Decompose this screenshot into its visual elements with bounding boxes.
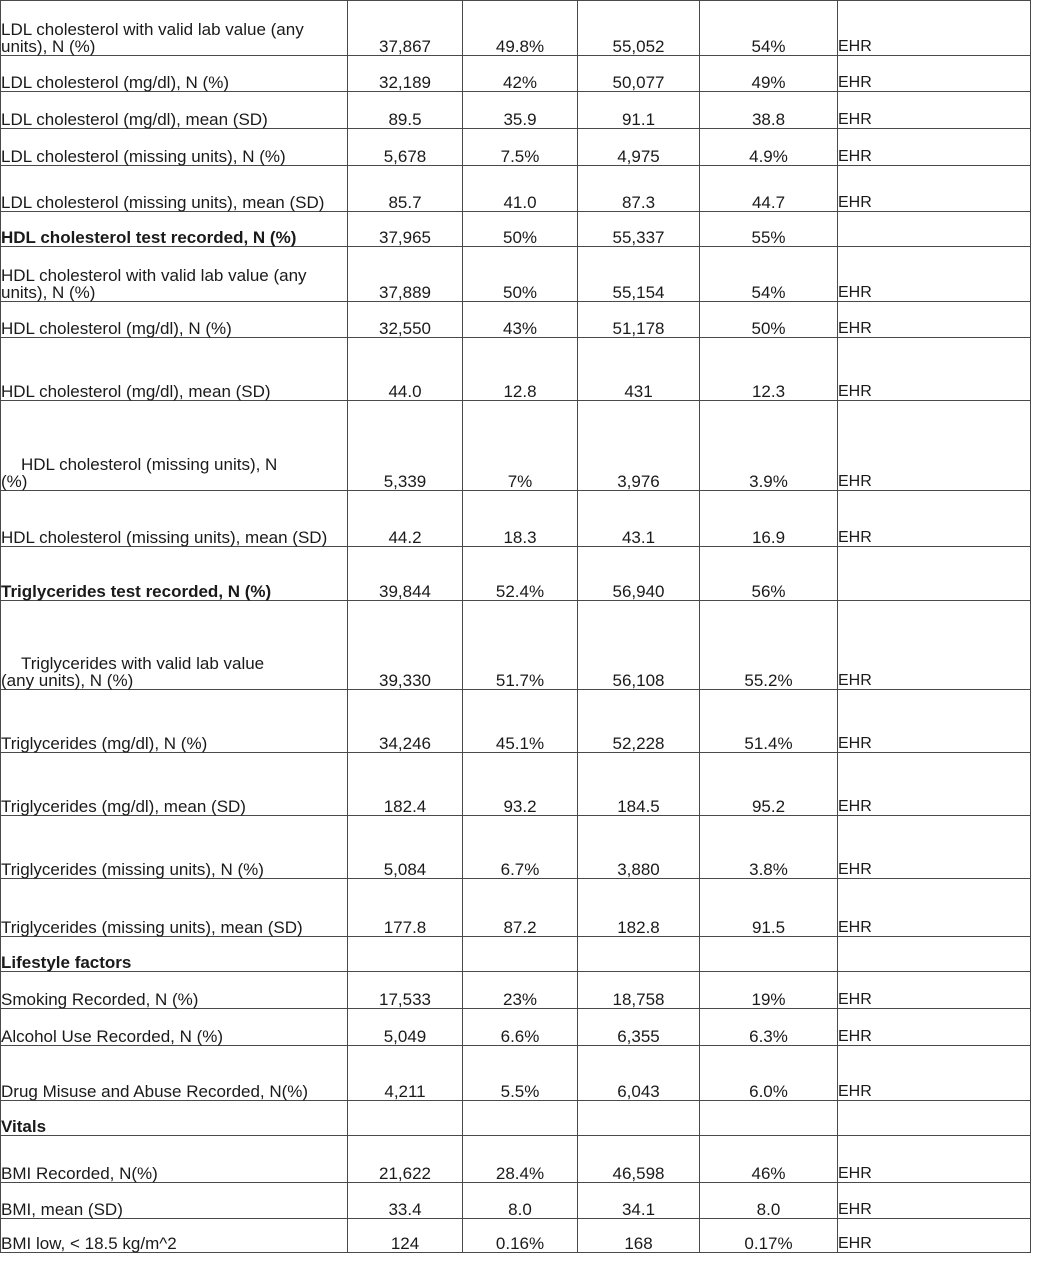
cell-pct-2: 12.3 bbox=[700, 338, 838, 401]
table-row bbox=[1, 816, 1031, 879]
cell-count-2: 6,355 bbox=[578, 1009, 700, 1046]
cell-count-1: 89.5 bbox=[348, 92, 463, 129]
table-row bbox=[1, 302, 1031, 338]
row-label: Triglycerides (missing units), N (%) bbox=[1, 816, 348, 879]
cell-pct-1: 28.4% bbox=[463, 1136, 578, 1183]
row-label: HDL cholesterol (mg/dl), N (%) bbox=[1, 302, 348, 338]
row-label: BMI, mean (SD) bbox=[1, 1183, 348, 1219]
row-label: Triglycerides (missing units), mean (SD) bbox=[1, 879, 348, 937]
table-row bbox=[1, 491, 1031, 547]
cell-count-2: 55,337 bbox=[578, 212, 700, 247]
cell-count-1: 5,084 bbox=[348, 816, 463, 879]
table-row bbox=[1, 92, 1031, 129]
cell-pct-1: 6.6% bbox=[463, 1009, 578, 1046]
row-label: Triglycerides (mg/dl), N (%) bbox=[1, 690, 348, 753]
table-row bbox=[1, 401, 1031, 491]
cell-source: EHR bbox=[838, 1136, 1031, 1183]
row-label: LDL cholesterol (missing units), mean (SD) bbox=[1, 166, 348, 212]
cell-source: EHR bbox=[838, 879, 1031, 937]
table-row bbox=[1, 129, 1031, 166]
row-label: Triglycerides test recorded, N (%) bbox=[1, 547, 348, 601]
cell-count-1: 32,550 bbox=[348, 302, 463, 338]
cell-count-1 bbox=[348, 1101, 463, 1136]
table-row bbox=[1, 601, 1031, 690]
cell-pct-1: 42% bbox=[463, 56, 578, 92]
cell-pct-2: 50% bbox=[700, 302, 838, 338]
table-row bbox=[1, 1219, 1031, 1253]
table-row bbox=[1, 1183, 1031, 1219]
section-row bbox=[1, 937, 1031, 972]
table-row bbox=[1, 1009, 1031, 1046]
table-row bbox=[1, 753, 1031, 816]
cell-count-2: 18,758 bbox=[578, 972, 700, 1009]
cell-pct-2: 95.2 bbox=[700, 753, 838, 816]
row-label: Smoking Recorded, N (%) bbox=[1, 972, 348, 1009]
cell-pct-1: 5.5% bbox=[463, 1046, 578, 1101]
cell-pct-2: 16.9 bbox=[700, 491, 838, 547]
cell-pct-1: 41.0 bbox=[463, 166, 578, 212]
cell-count-2: 91.1 bbox=[578, 92, 700, 129]
cell-pct-1: 0.16% bbox=[463, 1219, 578, 1253]
cell-source: EHR bbox=[838, 166, 1031, 212]
cell-count-1: 44.2 bbox=[348, 491, 463, 547]
table-row bbox=[1, 212, 1031, 247]
cell-pct-1: 50% bbox=[463, 247, 578, 302]
cell-count-2: 3,880 bbox=[578, 816, 700, 879]
cell-pct-1: 51.7% bbox=[463, 601, 578, 690]
cell-count-2: 182.8 bbox=[578, 879, 700, 937]
row-label bbox=[1, 401, 348, 491]
cell-source bbox=[838, 212, 1031, 247]
cell-pct-2: 46% bbox=[700, 1136, 838, 1183]
cell-pct-2: 3.9% bbox=[700, 401, 838, 491]
row-label: LDL cholesterol (missing units), N (%) bbox=[1, 129, 348, 166]
cell-pct-1: 7% bbox=[463, 401, 578, 491]
row-label: Triglycerides (mg/dl), mean (SD) bbox=[1, 753, 348, 816]
cell-pct-2: 38.8 bbox=[700, 92, 838, 129]
table-row bbox=[1, 1, 1031, 56]
cell-pct-2: 51.4% bbox=[700, 690, 838, 753]
table-row bbox=[1, 1046, 1031, 1101]
cell-pct-2: 91.5 bbox=[700, 879, 838, 937]
cell-pct-2: 55% bbox=[700, 212, 838, 247]
cell-pct-1: 45.1% bbox=[463, 690, 578, 753]
cell-count-1: 44.0 bbox=[348, 338, 463, 401]
row-label: HDL cholesterol (mg/dl), mean (SD) bbox=[1, 338, 348, 401]
cell-count-2: 50,077 bbox=[578, 56, 700, 92]
table-row bbox=[1, 879, 1031, 937]
cell-source: EHR bbox=[838, 401, 1031, 491]
cell-pct-1 bbox=[463, 1101, 578, 1136]
table-row bbox=[1, 166, 1031, 212]
section-label: Lifestyle factors bbox=[1, 937, 348, 972]
cell-count-2: 55,052 bbox=[578, 1, 700, 56]
cell-count-2: 184.5 bbox=[578, 753, 700, 816]
cell-count-2: 4,975 bbox=[578, 129, 700, 166]
cell-source: EHR bbox=[838, 1046, 1031, 1101]
cell-count-1: 182.4 bbox=[348, 753, 463, 816]
cell-source: EHR bbox=[838, 302, 1031, 338]
row-label: LDL cholesterol with valid lab value (any units), N (%) bbox=[1, 1, 348, 56]
cell-count-1: 124 bbox=[348, 1219, 463, 1253]
row-label: LDL cholesterol (mg/dl), N (%) bbox=[1, 56, 348, 92]
cell-pct-1: 87.2 bbox=[463, 879, 578, 937]
cell-count-1: 33.4 bbox=[348, 1183, 463, 1219]
cell-pct-1: 52.4% bbox=[463, 547, 578, 601]
row-label-line-2: (any units), N (%) bbox=[1, 671, 134, 690]
cell-count-1: 39,844 bbox=[348, 547, 463, 601]
row-label-line-1: HDL cholesterol (missing units), N bbox=[21, 455, 278, 474]
cell-pct-2: 55.2% bbox=[700, 601, 838, 690]
section-label: Vitals bbox=[1, 1101, 348, 1136]
table-row bbox=[1, 338, 1031, 401]
table-row bbox=[1, 690, 1031, 753]
cell-pct-2: 56% bbox=[700, 547, 838, 601]
cell-pct-1: 6.7% bbox=[463, 816, 578, 879]
cell-source: EHR bbox=[838, 1009, 1031, 1046]
cell-source: EHR bbox=[838, 1, 1031, 56]
cell-pct-1: 23% bbox=[463, 972, 578, 1009]
cell-count-1: 5,678 bbox=[348, 129, 463, 166]
row-label: HDL cholesterol test recorded, N (%) bbox=[1, 212, 348, 247]
row-label: LDL cholesterol (mg/dl), mean (SD) bbox=[1, 92, 348, 129]
cell-pct-2: 6.0% bbox=[700, 1046, 838, 1101]
cell-source: EHR bbox=[838, 129, 1031, 166]
cell-pct-1: 93.2 bbox=[463, 753, 578, 816]
row-label bbox=[1, 601, 348, 690]
cell-source bbox=[838, 1101, 1031, 1136]
row-label: Alcohol Use Recorded, N (%) bbox=[1, 1009, 348, 1046]
cell-source: EHR bbox=[838, 753, 1031, 816]
cell-count-2: 46,598 bbox=[578, 1136, 700, 1183]
cell-pct-1: 12.8 bbox=[463, 338, 578, 401]
row-label: HDL cholesterol (missing units), mean (SD) bbox=[1, 491, 348, 547]
cell-count-1: 37,867 bbox=[348, 1, 463, 56]
cell-source: EHR bbox=[838, 56, 1031, 92]
cell-count-2: 55,154 bbox=[578, 247, 700, 302]
cell-count-2: 34.1 bbox=[578, 1183, 700, 1219]
cell-pct-2: 6.3% bbox=[700, 1009, 838, 1046]
cell-count-2: 56,940 bbox=[578, 547, 700, 601]
section-row bbox=[1, 1101, 1031, 1136]
cell-count-2 bbox=[578, 1101, 700, 1136]
cell-pct-2: 0.17% bbox=[700, 1219, 838, 1253]
cell-pct-2 bbox=[700, 1101, 838, 1136]
table-row bbox=[1, 247, 1031, 302]
cell-pct-1: 43% bbox=[463, 302, 578, 338]
cell-count-1: 21,622 bbox=[348, 1136, 463, 1183]
cell-count-1 bbox=[348, 937, 463, 972]
cell-source: EHR bbox=[838, 972, 1031, 1009]
cell-count-2: 3,976 bbox=[578, 401, 700, 491]
cell-count-1: 32,189 bbox=[348, 56, 463, 92]
row-label-line-1: Triglycerides with valid lab value bbox=[21, 654, 265, 673]
cell-count-1: 5,049 bbox=[348, 1009, 463, 1046]
row-label-line-2: (%) bbox=[1, 472, 28, 491]
cell-count-2: 431 bbox=[578, 338, 700, 401]
cell-count-1: 34,246 bbox=[348, 690, 463, 753]
cell-source: EHR bbox=[838, 338, 1031, 401]
cell-source: EHR bbox=[838, 690, 1031, 753]
cell-pct-1: 35.9 bbox=[463, 92, 578, 129]
cell-count-1: 85.7 bbox=[348, 166, 463, 212]
cell-source: EHR bbox=[838, 491, 1031, 547]
cell-pct-2: 44.7 bbox=[700, 166, 838, 212]
cell-count-2: 56,108 bbox=[578, 601, 700, 690]
table-row bbox=[1, 56, 1031, 92]
table-row bbox=[1, 547, 1031, 601]
cell-pct-1: 18.3 bbox=[463, 491, 578, 547]
cell-pct-1: 7.5% bbox=[463, 129, 578, 166]
cell-count-2: 52,228 bbox=[578, 690, 700, 753]
cell-pct-2: 49% bbox=[700, 56, 838, 92]
cell-pct-2: 4.9% bbox=[700, 129, 838, 166]
cell-count-2: 87.3 bbox=[578, 166, 700, 212]
cell-count-1: 4,211 bbox=[348, 1046, 463, 1101]
cell-pct-2: 19% bbox=[700, 972, 838, 1009]
cell-count-1: 39,330 bbox=[348, 601, 463, 690]
cell-pct-2: 54% bbox=[700, 1, 838, 56]
cell-pct-1 bbox=[463, 937, 578, 972]
cell-source: EHR bbox=[838, 247, 1031, 302]
cell-count-2: 43.1 bbox=[578, 491, 700, 547]
cell-source: EHR bbox=[838, 92, 1031, 129]
cell-pct-2 bbox=[700, 937, 838, 972]
cell-count-1: 177.8 bbox=[348, 879, 463, 937]
cell-pct-2: 54% bbox=[700, 247, 838, 302]
cell-pct-2: 3.8% bbox=[700, 816, 838, 879]
cell-count-1: 17,533 bbox=[348, 972, 463, 1009]
row-label: HDL cholesterol with valid lab value (any units), N (%) bbox=[1, 247, 348, 302]
cell-pct-1: 50% bbox=[463, 212, 578, 247]
cell-count-1: 5,339 bbox=[348, 401, 463, 491]
cell-source bbox=[838, 937, 1031, 972]
table-row bbox=[1, 972, 1031, 1009]
cell-count-1: 37,965 bbox=[348, 212, 463, 247]
cell-source: EHR bbox=[838, 1219, 1031, 1253]
table-row bbox=[1, 1136, 1031, 1183]
cell-pct-2: 8.0 bbox=[700, 1183, 838, 1219]
cell-count-1: 37,889 bbox=[348, 247, 463, 302]
cell-count-2 bbox=[578, 937, 700, 972]
cell-count-2: 6,043 bbox=[578, 1046, 700, 1101]
cell-source: EHR bbox=[838, 601, 1031, 690]
cell-count-2: 168 bbox=[578, 1219, 700, 1253]
row-label: BMI low, < 18.5 kg/m^2 bbox=[1, 1219, 348, 1253]
cell-source bbox=[838, 547, 1031, 601]
row-label: BMI Recorded, N(%) bbox=[1, 1136, 348, 1183]
cell-pct-1: 8.0 bbox=[463, 1183, 578, 1219]
cell-source: EHR bbox=[838, 816, 1031, 879]
row-label: Drug Misuse and Abuse Recorded, N(%) bbox=[1, 1046, 348, 1101]
cell-pct-1: 49.8% bbox=[463, 1, 578, 56]
cell-source: EHR bbox=[838, 1183, 1031, 1219]
cell-count-2: 51,178 bbox=[578, 302, 700, 338]
